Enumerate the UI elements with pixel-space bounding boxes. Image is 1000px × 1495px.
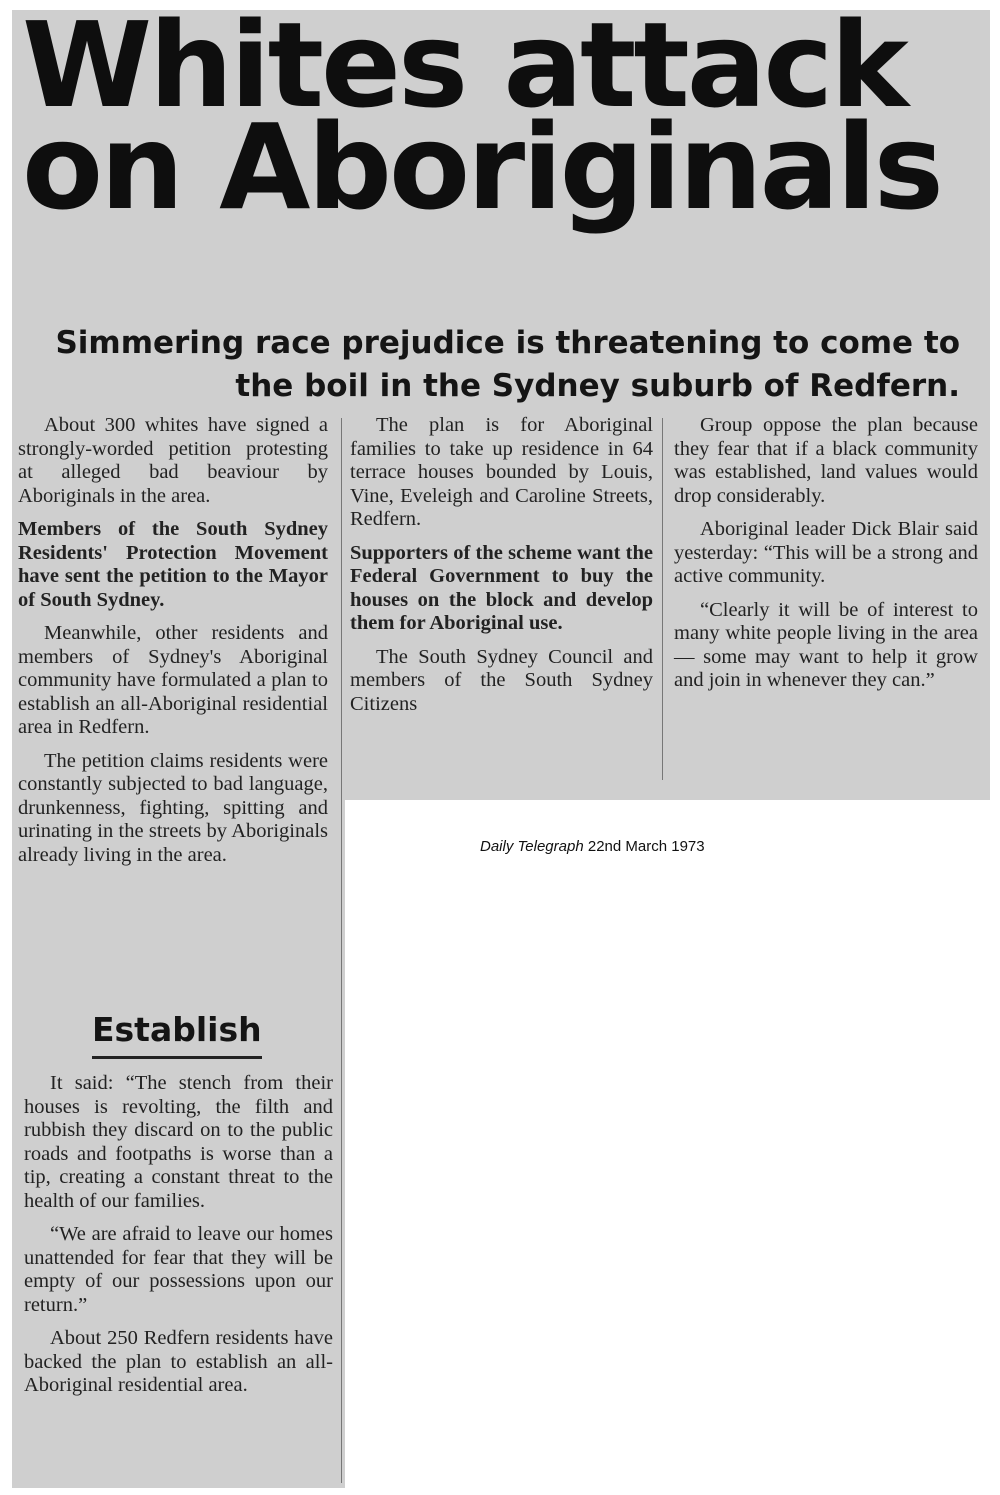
paragraph: The plan is for Aboriginal families to take up residence in 64 terrace houses bounded by Louis, Vine, Eveleigh and Caroline Streets, Redfern. [350, 414, 653, 530]
crosshead-rule [92, 1056, 262, 1059]
crosshead: Establish [92, 1010, 262, 1049]
column-3 [674, 414, 978, 703]
paragraph: “Clearly it will be of interest to many white people living in the area — some may want to help it grow and join in whenever they can.” [674, 598, 978, 691]
paragraph: It said: “The stench from their houses is revolting, the filth and rubbish they discard on to the public roads and footpaths is worse than a tip, creating a constant threat to the health of our families. [24, 1072, 333, 1212]
paragraph: “We are afraid to leave our homes unattended for fear that they will be empty of our possessions upon our return.” [24, 1223, 333, 1316]
column-2 [350, 414, 653, 726]
paragraph: Meanwhile, other residents and members of Sydney's Aboriginal community have formulated a plan to establish an all-Aboriginal residential area in Redfern. [18, 622, 328, 738]
source-caption [480, 838, 705, 855]
paragraph: About 300 whites have signed a strongly-worded petition protesting at alleged bad beaviour by Aboriginals in the area. [18, 414, 328, 507]
paragraph: The petition claims residents were constantly subjected to bad language, drunkenness, fighting, spitting and urinating in the streets by Aboriginals already living in the area. [18, 749, 328, 866]
paragraph-bold: Supporters of the scheme want the Federal Government to buy the houses on the block and develop them for Aboriginal use. [350, 541, 653, 634]
paragraph: Group oppose the plan because they fear that if a black community was established, land values would drop considerably. [674, 414, 978, 507]
paragraph-bold: Members of the South Sydney Residents' Protection Movement have sent the petition to the Mayor of South Sydney. [18, 518, 328, 611]
column-1-continued [24, 1072, 333, 1408]
column-divider [662, 418, 663, 780]
column-1 [18, 414, 328, 877]
publication-date: 22nd March 1973 [587, 838, 705, 855]
headline: Whites attack on Aboriginals [22, 0, 941, 236]
subheadline: Simmering race prejudice is threatening to come to the boil in the Sydney suburb of Redfern. [55, 325, 960, 404]
publication-name: Daily Telegraph [480, 838, 584, 855]
paragraph: About 250 Redfern residents have backed the plan to establish an all-Aboriginal residential area. [24, 1327, 333, 1396]
paragraph: Aboriginal leader Dick Blair said yesterday: “This will be a strong and active community. [674, 518, 978, 587]
column-divider [341, 418, 342, 1483]
paragraph: The South Sydney Council and members of the South Sydney Citizens [350, 645, 653, 715]
